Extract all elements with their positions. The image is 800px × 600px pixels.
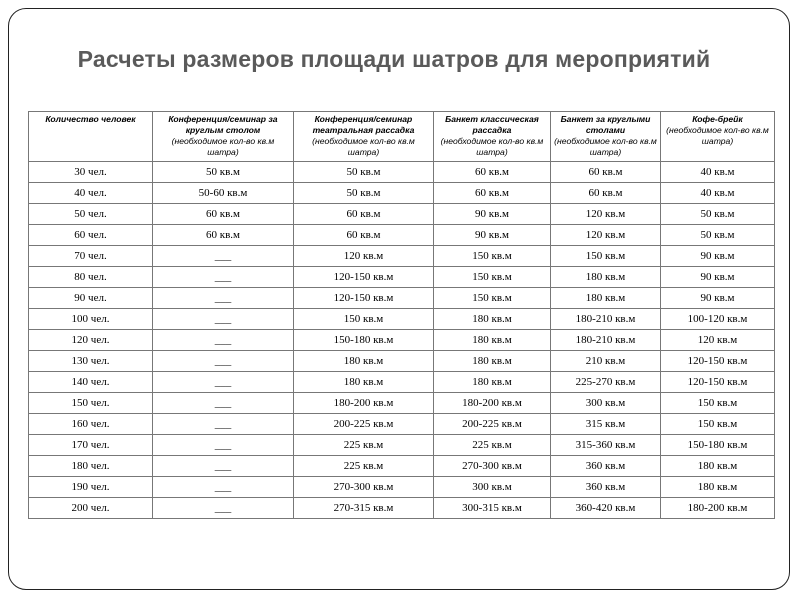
cell-banquet-classic: 150 кв.м xyxy=(434,267,551,288)
cell-banquet-round: 180 кв.м xyxy=(551,267,661,288)
cell-conference-theatre: 120 кв.м xyxy=(294,246,434,267)
cell-conference-round: ___ xyxy=(153,267,294,288)
cell-conference-round: ___ xyxy=(153,435,294,456)
table-row xyxy=(29,372,775,393)
cell-banquet-classic: 180 кв.м xyxy=(434,372,551,393)
header-note: (необходимое кол-во кв.м шатра) xyxy=(440,136,544,157)
cell-coffee-break: 180-200 кв.м xyxy=(661,498,775,519)
cell-conference-round: ___ xyxy=(153,288,294,309)
cell-banquet-classic: 300-315 кв.м xyxy=(434,498,551,519)
table-row xyxy=(29,246,775,267)
cell-banquet-classic: 300 кв.м xyxy=(434,477,551,498)
cell-banquet-round: 300 кв.м xyxy=(551,393,661,414)
cell-coffee-break: 50 кв.м xyxy=(661,225,775,246)
cell-conference-theatre: 50 кв.м xyxy=(294,183,434,204)
cell-conference-theatre: 150 кв.м xyxy=(294,309,434,330)
header-note: (необходимое кол-во кв.м шатра) xyxy=(171,136,275,157)
cell-banquet-classic: 150 кв.м xyxy=(434,288,551,309)
cell-people: 50 чел. xyxy=(29,204,153,225)
cell-coffee-break: 150-180 кв.м xyxy=(661,435,775,456)
cell-people: 90 чел. xyxy=(29,288,153,309)
cell-conference-theatre: 50 кв.м xyxy=(294,162,434,183)
table-row xyxy=(29,267,775,288)
cell-coffee-break: 50 кв.м xyxy=(661,204,775,225)
table-row xyxy=(29,456,775,477)
header-banquet-round-tables xyxy=(551,112,661,162)
table-row xyxy=(29,330,775,351)
cell-banquet-classic: 200-225 кв.м xyxy=(434,414,551,435)
cell-conference-theatre: 180-200 кв.м xyxy=(294,393,434,414)
cell-conference-round: ___ xyxy=(153,498,294,519)
cell-banquet-classic: 180-200 кв.м xyxy=(434,393,551,414)
table-row xyxy=(29,183,775,204)
cell-coffee-break: 120-150 кв.м xyxy=(661,351,775,372)
cell-people: 140 чел. xyxy=(29,372,153,393)
header-note: (необходимое кол-во кв.м шатра) xyxy=(666,125,769,146)
cell-conference-round: 50-60 кв.м xyxy=(153,183,294,204)
cell-people: 180 чел. xyxy=(29,456,153,477)
cell-coffee-break: 120 кв.м xyxy=(661,330,775,351)
cell-conference-round: ___ xyxy=(153,414,294,435)
cell-banquet-round: 360 кв.м xyxy=(551,456,661,477)
cell-people: 80 чел. xyxy=(29,267,153,288)
table-row xyxy=(29,225,775,246)
cell-banquet-round: 180 кв.м xyxy=(551,288,661,309)
cell-banquet-round: 315 кв.м xyxy=(551,414,661,435)
cell-banquet-round: 120 кв.м xyxy=(551,204,661,225)
table-body xyxy=(29,162,775,519)
header-banquet-classic xyxy=(434,112,551,162)
header-label: Кофе-брейк xyxy=(692,114,743,124)
cell-banquet-round: 60 кв.м xyxy=(551,162,661,183)
header-people-count xyxy=(29,112,153,162)
cell-banquet-round: 210 кв.м xyxy=(551,351,661,372)
table-header-row xyxy=(29,112,775,162)
cell-conference-round: ___ xyxy=(153,456,294,477)
cell-people: 30 чел. xyxy=(29,162,153,183)
cell-banquet-classic: 180 кв.м xyxy=(434,330,551,351)
tent-area-table xyxy=(28,111,775,519)
header-coffee-break xyxy=(661,112,775,162)
cell-people: 100 чел. xyxy=(29,309,153,330)
header-conference-theatre xyxy=(294,112,434,162)
header-label: Количество человек xyxy=(45,114,136,124)
cell-conference-round: ___ xyxy=(153,309,294,330)
table-row xyxy=(29,435,775,456)
table-row xyxy=(29,309,775,330)
cell-conference-round: ___ xyxy=(153,372,294,393)
cell-people: 60 чел. xyxy=(29,225,153,246)
cell-people: 190 чел. xyxy=(29,477,153,498)
cell-coffee-break: 180 кв.м xyxy=(661,456,775,477)
cell-banquet-classic: 90 кв.м xyxy=(434,225,551,246)
cell-conference-theatre: 150-180 кв.м xyxy=(294,330,434,351)
cell-coffee-break: 90 кв.м xyxy=(661,288,775,309)
cell-conference-round: ___ xyxy=(153,393,294,414)
header-note: (необходимое кол-во кв.м шатра) xyxy=(554,136,657,157)
cell-conference-theatre: 270-300 кв.м xyxy=(294,477,434,498)
cell-conference-theatre: 180 кв.м xyxy=(294,372,434,393)
cell-banquet-classic: 90 кв.м xyxy=(434,204,551,225)
cell-coffee-break: 120-150 кв.м xyxy=(661,372,775,393)
cell-coffee-break: 90 кв.м xyxy=(661,267,775,288)
cell-conference-theatre: 120-150 кв.м xyxy=(294,288,434,309)
cell-people: 120 чел. xyxy=(29,330,153,351)
cell-banquet-round: 60 кв.м xyxy=(551,183,661,204)
cell-banquet-classic: 180 кв.м xyxy=(434,351,551,372)
header-note: (необходимое кол-во кв.м шатра) xyxy=(312,136,415,157)
table-row xyxy=(29,414,775,435)
cell-people: 160 чел. xyxy=(29,414,153,435)
table-row xyxy=(29,162,775,183)
cell-banquet-round: 315-360 кв.м xyxy=(551,435,661,456)
cell-banquet-round: 360 кв.м xyxy=(551,477,661,498)
cell-banquet-round: 360-420 кв.м xyxy=(551,498,661,519)
cell-coffee-break: 40 кв.м xyxy=(661,183,775,204)
header-label: Банкет за круглыми столами xyxy=(560,114,651,135)
cell-banquet-round: 150 кв.м xyxy=(551,246,661,267)
cell-conference-theatre: 225 кв.м xyxy=(294,456,434,477)
cell-conference-theatre: 60 кв.м xyxy=(294,204,434,225)
table-row xyxy=(29,204,775,225)
cell-banquet-classic: 225 кв.м xyxy=(434,435,551,456)
cell-conference-round: ___ xyxy=(153,246,294,267)
cell-coffee-break: 150 кв.м xyxy=(661,393,775,414)
cell-banquet-classic: 270-300 кв.м xyxy=(434,456,551,477)
cell-banquet-classic: 180 кв.м xyxy=(434,309,551,330)
cell-coffee-break: 100-120 кв.м xyxy=(661,309,775,330)
cell-people: 70 чел. xyxy=(29,246,153,267)
cell-banquet-classic: 60 кв.м xyxy=(434,162,551,183)
cell-banquet-round: 225-270 кв.м xyxy=(551,372,661,393)
cell-banquet-round: 120 кв.м xyxy=(551,225,661,246)
table-row xyxy=(29,351,775,372)
table-row xyxy=(29,477,775,498)
cell-conference-theatre: 60 кв.м xyxy=(294,225,434,246)
table-row xyxy=(29,498,775,519)
cell-banquet-classic: 150 кв.м xyxy=(434,246,551,267)
cell-people: 170 чел. xyxy=(29,435,153,456)
cell-conference-round: ___ xyxy=(153,477,294,498)
cell-people: 130 чел. xyxy=(29,351,153,372)
cell-conference-round: 50 кв.м xyxy=(153,162,294,183)
header-label: Банкет классическая рассадка xyxy=(445,114,539,135)
cell-conference-theatre: 180 кв.м xyxy=(294,351,434,372)
cell-people: 150 чел. xyxy=(29,393,153,414)
cell-conference-round: ___ xyxy=(153,330,294,351)
cell-conference-theatre: 200-225 кв.м xyxy=(294,414,434,435)
header-label: Конференция/семинар театральная рассадка xyxy=(312,114,415,135)
cell-conference-theatre: 270-315 кв.м xyxy=(294,498,434,519)
cell-coffee-break: 90 кв.м xyxy=(661,246,775,267)
header-label: Конференция/семинар за круглым столом xyxy=(168,114,278,135)
cell-conference-round: 60 кв.м xyxy=(153,204,294,225)
cell-coffee-break: 180 кв.м xyxy=(661,477,775,498)
cell-people: 200 чел. xyxy=(29,498,153,519)
cell-people: 40 чел. xyxy=(29,183,153,204)
header-conference-round-table xyxy=(153,112,294,162)
cell-coffee-break: 40 кв.м xyxy=(661,162,775,183)
cell-banquet-round: 180-210 кв.м xyxy=(551,330,661,351)
cell-coffee-break: 150 кв.м xyxy=(661,414,775,435)
cell-conference-theatre: 225 кв.м xyxy=(294,435,434,456)
table-row xyxy=(29,288,775,309)
cell-banquet-classic: 60 кв.м xyxy=(434,183,551,204)
cell-banquet-round: 180-210 кв.м xyxy=(551,309,661,330)
cell-conference-round: ___ xyxy=(153,351,294,372)
page-title: Расчеты размеров площади шатров для мероприятий xyxy=(77,46,711,72)
cell-conference-round: 60 кв.м xyxy=(153,225,294,246)
cell-conference-theatre: 120-150 кв.м xyxy=(294,267,434,288)
table-row xyxy=(29,393,775,414)
